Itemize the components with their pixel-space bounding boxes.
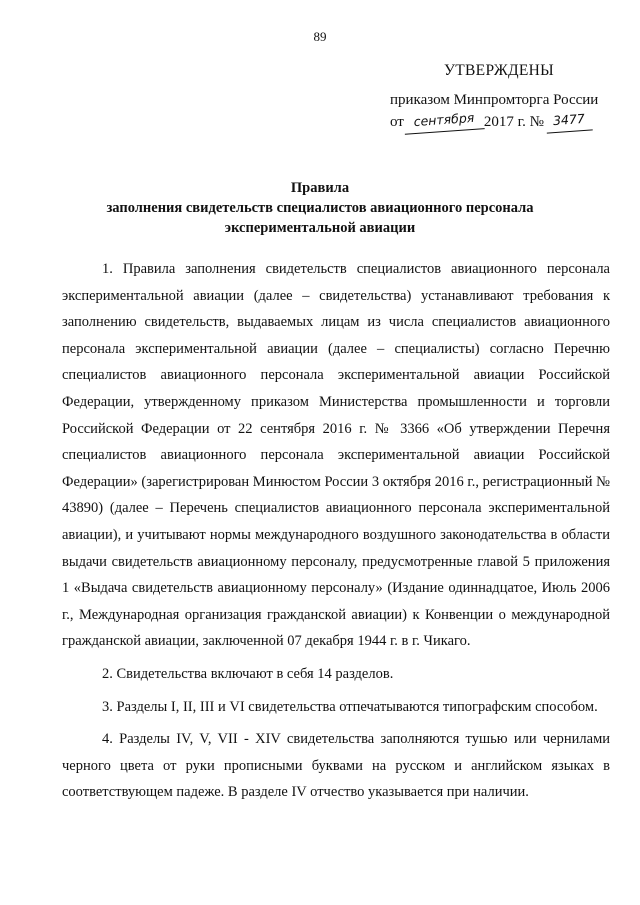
paragraph-2: 2. Свидетельства включают в себя 14 разделов. [102,665,394,682]
paragraph-3: 3. Разделы I, II, III и VI свидетельства отпечатываются типографским способом. [102,698,598,715]
paragraph-1: 1. Правила заполнения свидетельств специалистов авиационного персонала экспериментальной авиации (далее – свидетельства) устанавливают требования к заполнению свидетельств, выдаваемых лицам из числа специалистов авиационного персонала экспериментальной авиации (далее – специалисты) согласно Перечню специалистов авиационного персонала экспериментальной авиации Российской Федерации, утвержденному приказом Министерства промышленности и торговли Российской Федерации от 22 сентября 2016 г. № 3366 «Об утверждении Перечня специалистов авиационного персонала экспериментальной авиации Российской Федерации» (зарегистрирован Минюстом России 3 октября 2016 г., регистрационный № 43890) (далее – Перечень специалистов авиационного персонала экспериментальной авиации), и учитывают нормы международного воздушного законодательства в области выдачи свидетельств авиационному персоналу, предусмотренные главой 5 приложения 1 «Выдача свидетельств авиационному персоналу» (Издание одиннадцатое, Июль 2006 г., Международная организация гражданской авиации) к Конвенции о международной гражданской авиации, заключенной 07 декабря 1944 г. в г. Чикаго. [62,261,610,650]
document-title [0,178,640,238]
date-suffix: 2017 г. № [483,114,544,130]
title-line-3: экспериментальной авиации [224,220,416,236]
order-line: приказом Минпромторга России [390,92,599,108]
approved-heading: УТВЕРЖДЕНЫ [444,62,554,79]
date-prefix: от [390,114,404,130]
approval-block [390,60,630,134]
title-line-1: Правила [290,180,350,196]
title-line-2: заполнения свидетельств специалистов авиационного персонала [106,200,534,216]
handwritten-order-number: 3477 [545,107,592,133]
handwritten-date: сентября [403,106,484,135]
document-body [62,256,610,812]
order-date-line [390,111,630,134]
page-number: 89 [313,29,327,44]
paragraph-4: 4. Разделы IV, V, VII - XIV свидетельства заполняются тушью или чернилами черного цвета от руки прописными буквами на русском и английском языках в соответствующем падеже. В разделе IV отчество указывается при наличии. [62,731,610,801]
